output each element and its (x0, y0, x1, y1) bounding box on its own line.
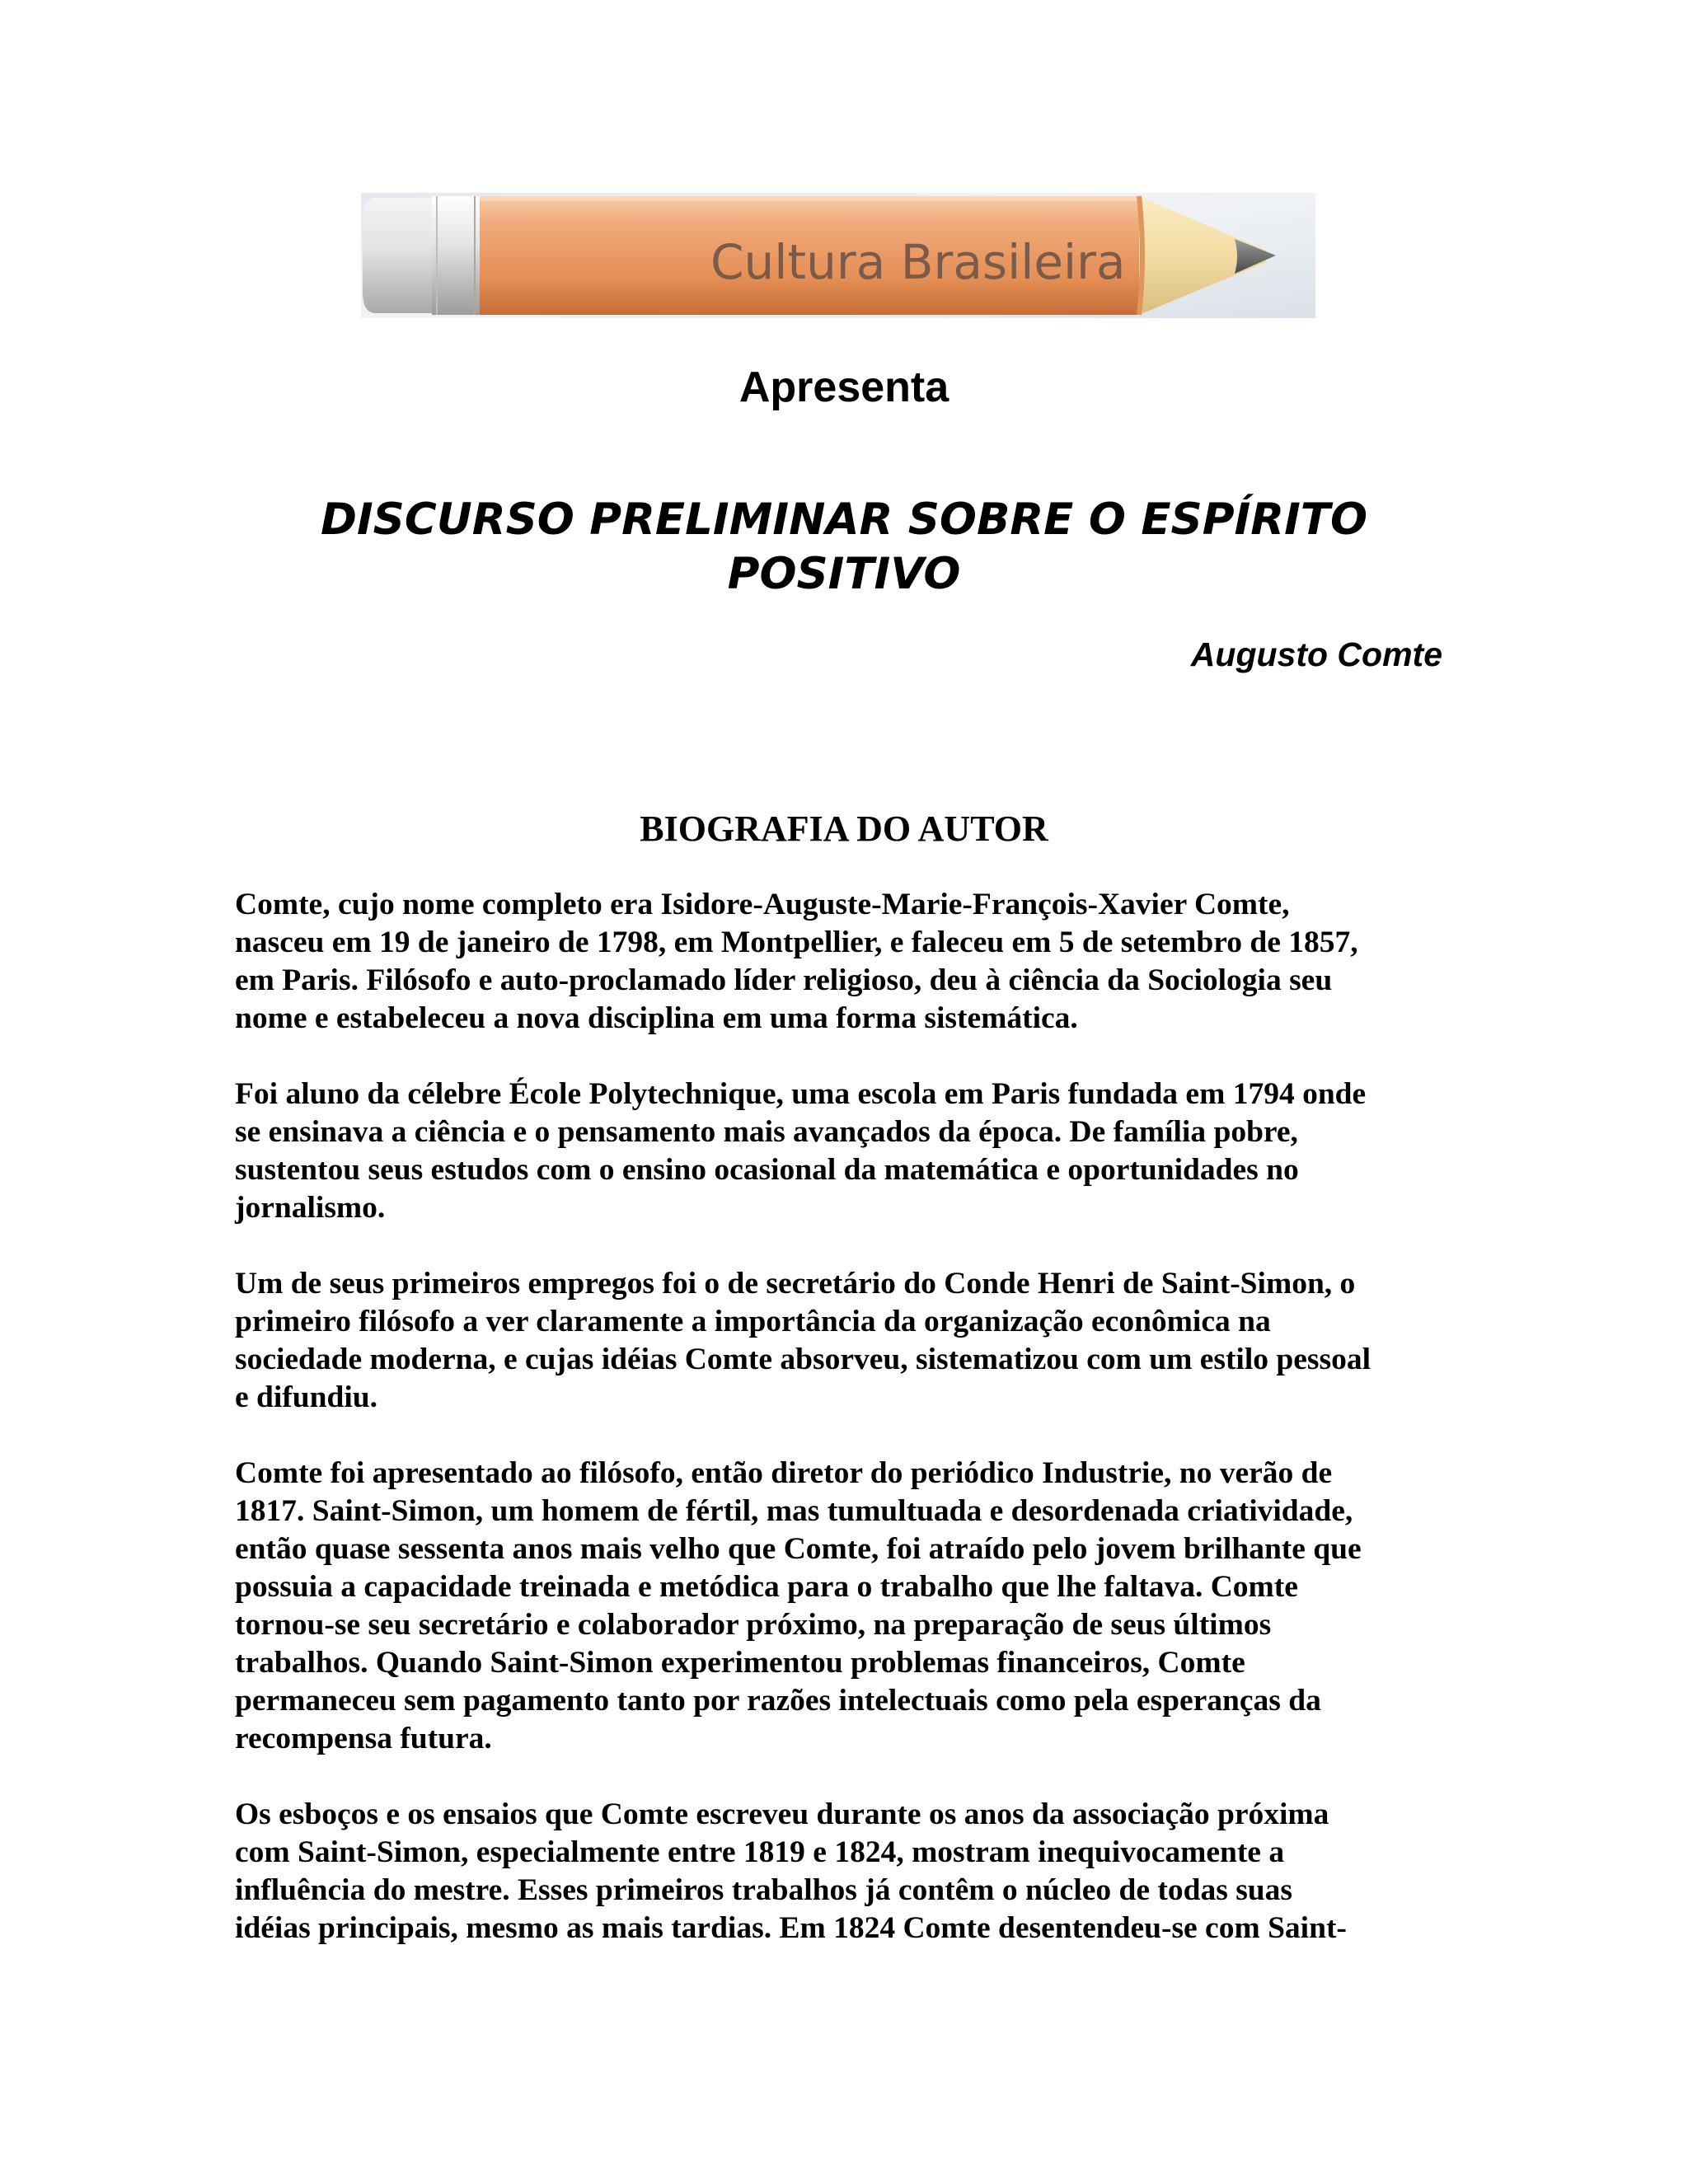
banner-text: Cultura Brasileira (710, 234, 1126, 290)
text-line: influência do mestre. Esses primeiros trabalhos já contêm o núcleo de todas suas (235, 1873, 1292, 1907)
text-line: em Paris. Filósofo e auto-proclamado líder religioso, deu à ciência da Sociologia seu (235, 963, 1333, 997)
pencil-logo-icon (361, 193, 1315, 318)
author-name: Augusto Comte (1190, 635, 1442, 673)
text-line: Comte, cujo nome completo era Isidore-Auguste-Marie-François-Xavier Comte, (235, 888, 1290, 921)
book-title-line-1: DISCURSO PRELIMINAR SOBRE O ESPÍRITO (320, 494, 1368, 545)
biography-text (235, 886, 1455, 1985)
text-line: recompensa futura. (235, 1722, 492, 1755)
text-line: permaneceu sem pagamento tanto por razões intelectuais como pela esperanças da (235, 1684, 1321, 1718)
section-heading: BIOGRAFIA DO AUTOR (640, 808, 1048, 849)
text-line: primeiro filósofo a ver claramente a importância da organização econômica na (235, 1305, 1271, 1338)
paragraph-4 (235, 1455, 1455, 1758)
text-line: com Saint-Simon, especialmente entre 1819 e 1824, mostram inequivocamente a (235, 1835, 1285, 1869)
paragraph-5 (235, 1796, 1455, 1947)
text-line: sustentou seus estudos com o ensino ocasional da matemática e oportunidades no (235, 1153, 1299, 1187)
text-line: idéias principais, mesmo as mais tardias. Em 1824 Comte desentendeu-se com Saint- (235, 1911, 1347, 1945)
book-title-line-2: POSITIVO (727, 549, 961, 599)
paragraph-3 (235, 1265, 1455, 1417)
text-line: Um de seus primeiros empregos foi o de secretário do Conde Henri de Saint-Simon, o (235, 1267, 1356, 1301)
text-line: trabalhos. Quando Saint-Simon experimentou problemas financeiros, Comte (235, 1646, 1245, 1680)
text-line: Os esboços e os ensaios que Comte escreveu durante os anos da associação próxima (235, 1797, 1329, 1831)
text-line: tornou-se seu secretário e colaborador próximo, na preparação de seus últimos (235, 1608, 1272, 1642)
text-line: Comte foi apresentado ao filósofo, então diretor do periódico Industrie, no verão de (235, 1456, 1333, 1490)
text-line: possuia a capacidade treinada e metódica para o trabalho que lhe faltava. Comte (235, 1570, 1298, 1604)
paragraph-2 (235, 1076, 1455, 1227)
text-line: nasceu em 19 de janeiro de 1798, em Montpellier, e faleceu em 5 de setembro de 1857, (235, 926, 1358, 959)
text-line: jornalismo. (235, 1191, 386, 1225)
book-title (206, 493, 1482, 602)
text-line: e difundiu. (235, 1380, 377, 1414)
cultura-brasileira-banner (361, 193, 1315, 318)
text-line: então quase sessenta anos mais velho que Comte, foi atraído pelo jovem brilhante que (235, 1532, 1362, 1566)
text-line: Foi aluno da célebre École Polytechnique, uma escola em Paris fundada em 1794 onde (235, 1077, 1367, 1111)
text-line: se ensinava a ciência e o pensamento mais avançados da época. De família pobre, (235, 1115, 1298, 1149)
text-line: nome e estabeleceu a nova disciplina em uma forma sistemática. (235, 1001, 1078, 1035)
presents-heading: Apresenta (738, 363, 950, 411)
text-line: sociedade moderna, e cujas idéias Comte absorveu, sistematizou com um estilo pessoal (235, 1343, 1371, 1376)
text-line: 1817. Saint-Simon, um homem de fértil, mas tumultuada e desordenada criatividade, (235, 1494, 1353, 1528)
paragraph-1 (235, 886, 1455, 1038)
